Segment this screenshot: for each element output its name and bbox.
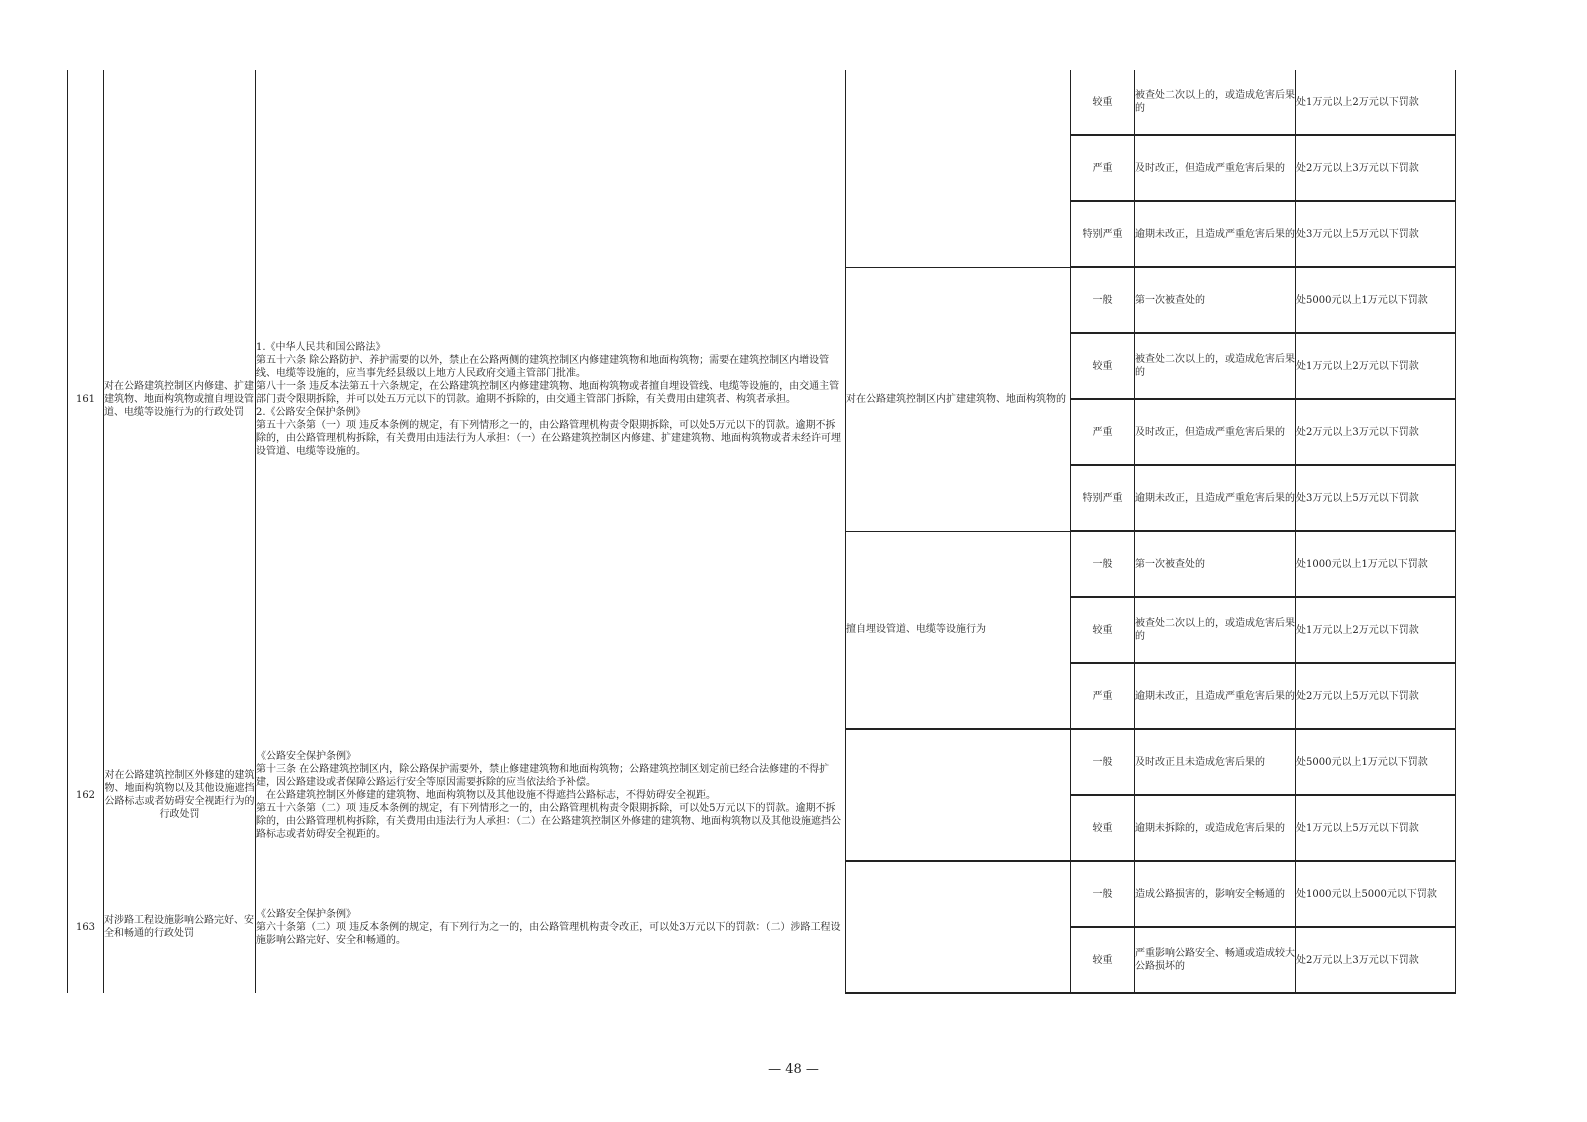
- table-row: [68, 70, 1456, 135]
- circumstance-cell: 逾期未拆除的，或造成危害后果的: [1135, 795, 1296, 861]
- basis-article: 第八十一条 违反本法第五十六条规定，在公路建筑控制区内修建建筑物、地面构筑物或者擅自埋设管线、电缆等设施的，由交通主管部门责令限期拆除，并可以处五万元以下的罚款。逾期不拆除的，由交通主管部门拆除，有关费用由建筑者、构筑者承担。: [256, 381, 840, 405]
- level-cell: 一般: [1071, 729, 1135, 795]
- circumstance-cell: 逾期未改正，且造成严重危害后果的: [1135, 201, 1296, 267]
- basis-article: 第五十六条 除公路防护、养护需要的以外，禁止在公路两侧的建筑控制区内修建建筑物和地面构筑物；需要在建筑控制区内增设管线、电缆等设施的，应当事先经县级以上地方人民政府交通主管部门批准。: [256, 355, 830, 379]
- level-cell: 特别严重: [1071, 201, 1135, 267]
- circumstance-cell: 严重影响公路安全、畅通或造成较大公路损坏的: [1135, 927, 1296, 993]
- row-number: 161: [68, 70, 104, 729]
- level-cell: 特别严重: [1071, 465, 1135, 531]
- level-cell: 严重: [1071, 135, 1135, 201]
- item-name: 对在公路建筑控制区外修建的建筑物、地面构筑物以及其他设施遮挡公路标志或者妨碍安全视距行为的行政处罚: [104, 729, 256, 861]
- level-cell: 严重: [1071, 663, 1135, 729]
- penalty-cell: 处1万元以上2万元以下罚款: [1296, 70, 1456, 135]
- basis-article: 在公路建筑控制区外修建的建筑物、地面构筑物以及其他设施不得遮挡公路标志，不得妨碍安全视距。: [266, 789, 716, 801]
- circumstance-cell: 逾期未改正，且造成严重危害后果的: [1135, 465, 1296, 531]
- circumstance-cell: 造成公路损害的，影响安全畅通的: [1135, 861, 1296, 927]
- situation-cell: 擅自埋设管道、电缆等设施行为: [846, 531, 1071, 729]
- level-cell: 较重: [1071, 70, 1135, 135]
- row-number: 162: [68, 729, 104, 861]
- basis-law-title: 1.《中华人民共和国公路法》: [256, 342, 386, 353]
- circumstance-cell: 第一次被查处的: [1135, 267, 1296, 333]
- basis-law-title: 《公路安全保护条例》: [256, 908, 356, 920]
- basis-article: 第十三条 在公路建筑控制区内，除公路保护需要外，禁止修建建筑物和地面构筑物；公路建筑控制区划定前已经合法修建的不得扩建，因公路建设或者保障公路运行安全等原因需要拆除的应当依法给予补偿。: [256, 763, 830, 788]
- circumstance-cell: 及时改正，但造成严重危害后果的: [1135, 399, 1296, 465]
- level-cell: 严重: [1071, 399, 1135, 465]
- page-number: — 48 —: [768, 1062, 819, 1077]
- item-name: 对在公路建筑控制区内修建、扩建建筑物、地面构筑物或擅自埋设管道、电缆等设施行为的行政处罚: [104, 70, 256, 729]
- penalty-cell: 处2万元以上3万元以下罚款: [1296, 399, 1456, 465]
- circumstance-cell: 被查处二次以上的，或造成危害后果的: [1135, 333, 1296, 399]
- penalty-cell: 处1000元以上5000元以下罚款: [1296, 861, 1456, 927]
- level-cell: 较重: [1071, 597, 1135, 663]
- circumstance-cell: 逾期未改正，且造成严重危害后果的: [1135, 663, 1296, 729]
- item-name: 对涉路工程设施影响公路完好、安全和畅通的行政处罚: [104, 861, 256, 993]
- circumstance-cell: 及时改正，但造成严重危害后果的: [1135, 135, 1296, 201]
- level-cell: 一般: [1071, 531, 1135, 597]
- level-cell: 一般: [1071, 861, 1135, 927]
- penalty-cell: 处2万元以上3万元以下罚款: [1296, 135, 1456, 201]
- penalty-cell: 处1万元以上5万元以下罚款: [1296, 795, 1456, 861]
- basis-article: 第五十六条第（一）项 违反本条例的规定，有下列情形之一的，由公路管理机构责令限期拆除，可以处5万元以下的罚款。逾期不拆除的，由公路管理机构拆除，有关费用由违法行为人承担：（一）在公路建筑控制区内修建、扩建建筑物、地面构筑物或者未经许可埋设管道、电缆等设施的。: [256, 420, 841, 457]
- level-cell: 较重: [1071, 795, 1135, 861]
- penalty-cell: 处5000元以上1万元以下罚款: [1296, 267, 1456, 333]
- basis-law-title: 《公路安全保护条例》: [256, 750, 356, 762]
- situation-cell: 对在公路建筑控制区内扩建建筑物、地面构筑物的: [846, 267, 1071, 531]
- table-row: [68, 729, 1456, 795]
- penalty-table: [67, 70, 1456, 994]
- circumstance-cell: 被查处二次以上的，或造成危害后果的: [1135, 597, 1296, 663]
- penalty-cell: 处3万元以上5万元以下罚款: [1296, 201, 1456, 267]
- table-row: [68, 861, 1456, 927]
- basis-article: 第六十条第（二）项 违反本条例的规定，有下列行为之一的，由公路管理机构责令改正，可以处3万元以下的罚款：（二）涉路工程设施影响公路完好、安全和畅通的。: [256, 921, 841, 946]
- level-cell: 较重: [1071, 927, 1135, 993]
- circumstance-cell: 被查处二次以上的，或造成危害后果的: [1135, 70, 1296, 135]
- penalty-cell: 处5000元以上1万元以下罚款: [1296, 729, 1456, 795]
- circumstance-cell: 及时改正且未造成危害后果的: [1135, 729, 1296, 795]
- basis-article: 第五十六条第（二）项 违反本条例的规定，有下列情形之一的，由公路管理机构责令限期拆除，可以处5万元以下的罚款。逾期不拆除的，由公路管理机构拆除，有关费用由违法行为人承担：（二）在公路建筑控制区外修建的建筑物、地面构筑物以及其他设施遮挡公路标志或者妨碍安全视距的。: [256, 802, 841, 840]
- penalty-cell: 处2万元以上3万元以下罚款: [1296, 927, 1456, 993]
- penalty-cell: 处1000元以上1万元以下罚款: [1296, 531, 1456, 597]
- penalty-cell: 处3万元以上5万元以下罚款: [1296, 465, 1456, 531]
- row-number: 163: [68, 861, 104, 993]
- situation-cell: [846, 861, 1071, 993]
- penalty-cell: 处1万元以上2万元以下罚款: [1296, 597, 1456, 663]
- circumstance-cell: 第一次被查处的: [1135, 531, 1296, 597]
- penalty-cell: 处1万元以上2万元以下罚款: [1296, 333, 1456, 399]
- penalty-cell: 处2万元以上5万元以下罚款: [1296, 663, 1456, 729]
- legal-basis: [256, 729, 846, 861]
- basis-law-title: 2.《公路安全保护条例》: [256, 407, 366, 418]
- level-cell: 较重: [1071, 333, 1135, 399]
- legal-basis: [256, 70, 846, 729]
- situation-cell: [846, 70, 1071, 267]
- level-cell: 一般: [1071, 267, 1135, 333]
- situation-cell: [846, 729, 1071, 861]
- legal-basis: [256, 861, 846, 993]
